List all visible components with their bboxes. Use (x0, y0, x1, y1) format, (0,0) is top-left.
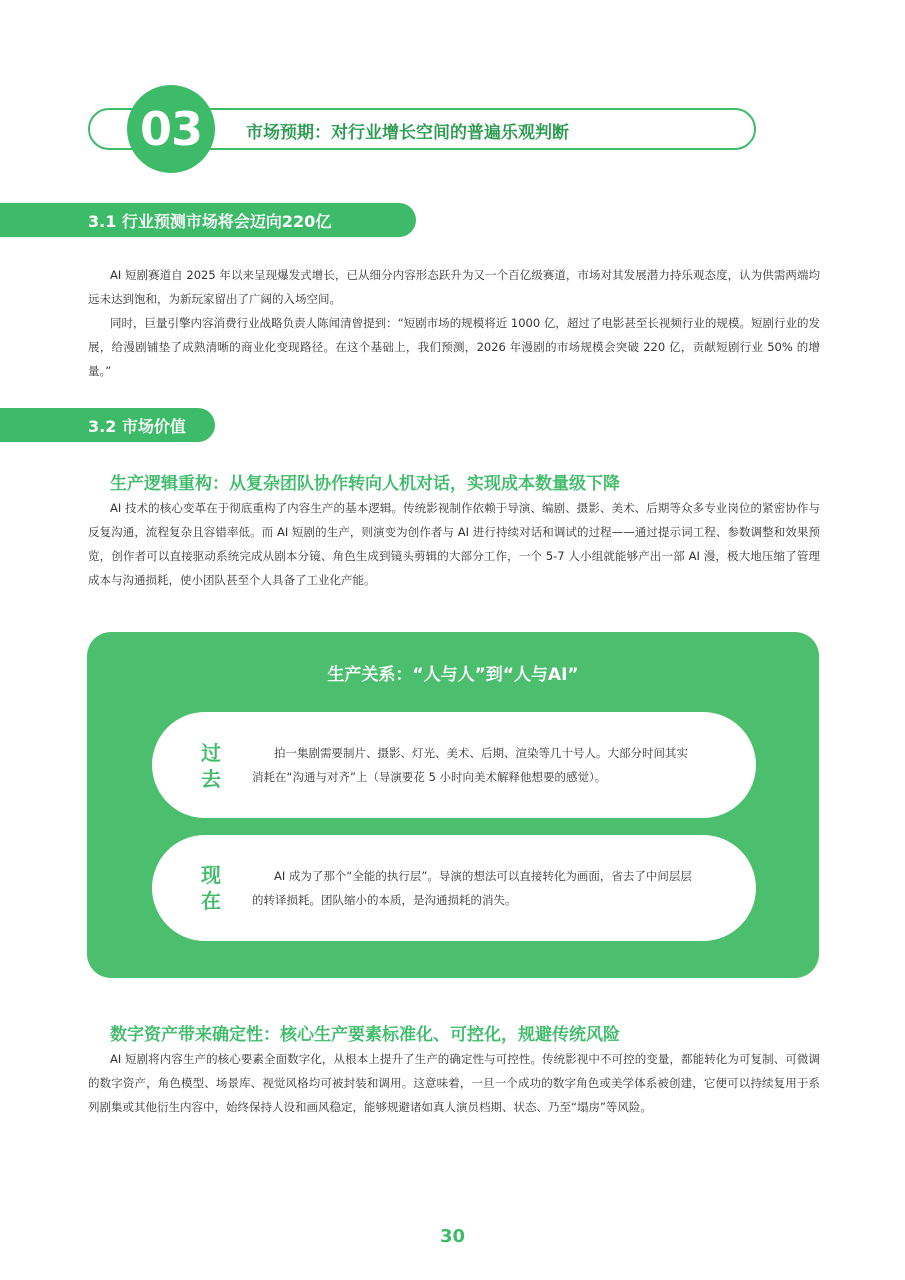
digital-assets-paragraph: AI 短剧将内容生产的核心要素全面数字化，从根本上提升了生产的确定性与可控性。传统影视中不可控的变量，都能转化为可复制、可微调的数字资产，角色模型、场景库、视觉风格均可被封装和调用。这意味着，一旦一个成功的数字角色或美学体系被创建，它便可以持续复用于系列剧集或其他衍生内容中，始终保持人设和画风稳定，能够规避诸如真人演员档期、状态、乃至“塌房”等风险。 (88, 1052, 820, 1114)
production-logic-paragraph: AI 技术的核心变革在于彻底重构了内容生产的基本逻辑。传统影视制作依赖于导演、编剧、摄影、美术、后期等众多专业岗位的紧密协作与反复沟通，流程复杂且容错率低。而 AI 短剧的生产，则演变为创作者与 AI 进行持续对话和调试的过程——通过提示词工程、参数调整和效果预览，创作者可以直接驱动系统完成从剧本分镜、角色生成到镜头剪辑的大部分工作，一个 5-7 人小组就能够产出一部 AI 漫，极大地压缩了管理成本与沟通损耗，使小团队甚至个人具备了工业化产能。 (88, 501, 820, 587)
chapter-title: 市场预期：对行业增长空间的普遍乐观判断 (246, 123, 569, 143)
page-number: 30 (439, 1226, 466, 1247)
now-label-char-1: 现 (201, 863, 221, 887)
section-heading-3-1: 3.1 行业预测市场将会迈向220亿 (0, 203, 416, 237)
now-label-char-2: 在 (201, 889, 221, 913)
now-label (198, 862, 224, 914)
section-heading-3-2: 3.2 市场价值 (0, 408, 215, 442)
past-label (198, 740, 224, 792)
section1-paragraph-2: 同时，巨量引擎内容消费行业战略负责人陈闻清曾提到：“短剧市场的规模将近 1000 亿，超过了电影甚至长视频行业的规模。短剧行业的发展，给漫剧铺垫了成熟清晰的商业化变现路径。在这个基础上，我们预测，2026 年漫剧的市场规模会突破 220 亿，贡献短剧行业 50% 的增量。” (88, 316, 820, 378)
past-label-char-1: 过 (201, 741, 221, 765)
past-text: 拍一集剧需要制片、摄影、灯光、美术、后期、渲染等几十号人。大部分时间其实消耗在“沟通与对齐”上（导演要花 5 小时向美术解释他想要的感觉）。 (252, 746, 688, 784)
panel-title: 生产关系：“人与人”到“人与AI” (327, 665, 579, 685)
subheading-digital-assets: 数字资产带来确定性：核心生产要素标准化、可控化，规避传统风险 (110, 1025, 620, 1045)
chapter-number-badge: 03 (127, 85, 215, 173)
past-label-char-2: 去 (201, 767, 221, 791)
now-text: AI 成为了那个“全能的执行层”。导演的想法可以直接转化为画面，省去了中间层层的转译损耗。团队缩小的本质，是沟通损耗的消失。 (252, 869, 692, 907)
subheading-production-logic: 生产逻辑重构：从复杂团队协作转向人机对话，实现成本数量级下降 (110, 474, 620, 494)
section1-paragraph-1: AI 短剧赛道自 2025 年以来呈现爆发式增长，已从细分内容形态跃升为又一个百亿级赛道，市场对其发展潜力持乐观态度，认为供需两端均远未达到饱和，为新玩家留出了广阔的入场空间。 (88, 268, 820, 306)
